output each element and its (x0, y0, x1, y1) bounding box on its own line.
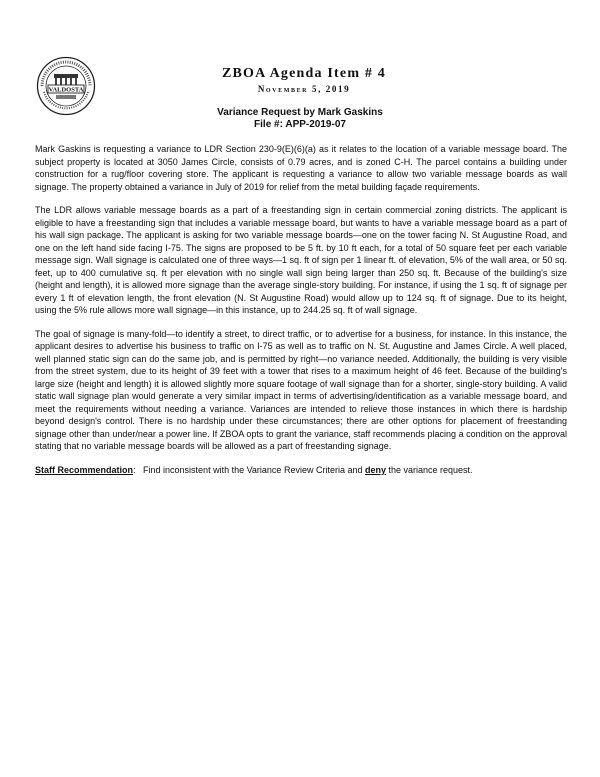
recommendation-text-after: the variance request. (386, 464, 473, 475)
file-number: File #: APP-2019-07 (254, 119, 346, 130)
agenda-date: November 5, 2019 (257, 84, 351, 94)
agenda-title: ZBOA Agenda Item # 4 (221, 66, 386, 81)
recommendation-deny: deny (364, 464, 386, 475)
staff-recommendation (35, 464, 567, 477)
paragraph-2: The LDR allows variable message boards as a part of a freestanding sign in certain commercial zoning districts. The applicant is eligible to have a freestanding sign that includes a variable message board, but wants to have a variable message board as a part of his wall sign package. The applicant is asking for two variable message boards—one on the tower facing N. St Augustine Road, and one on the left hand side facing I-75. The signs are proposed to be 5 ft. by 10 ft each, for a total of 50 square feet per each variable message sign. Wall signage is calculated one of three ways—1 sq. ft of sign per 1 linear ft. of elevation, 5% of the wall area, or 50 sq. feet, up to 400 cumulative sq. ft per elevation with no single wall sign being larger than 250 sq. ft. Because of the building's size (height and length), it is allowed more signage than the average single-story building. For instance, if using the 1 sq. ft of signage per every 1 ft of elevation length, the front elevation (N. St Augustine Road) would allow up to 124 sq. ft of signage. Due to its height, using the 5% rule allows more wall signage—in this instance, up to 244.25 sq. ft of wall signage. (35, 205, 567, 315)
document-body (35, 143, 567, 487)
recommendation-colon: : (133, 464, 136, 475)
request-title: Variance Request by Mark Gaskins (217, 107, 383, 118)
recommendation-text-before: Find inconsistent with the Variance Review Criteria and (135, 464, 365, 475)
paragraph-1: Mark Gaskins is requesting a variance to LDR Section 230-9(E)(6)(a) as it relates to the location of a variable message board. The subject property is located at 3050 James Circle, consists of 0.79 acres, and is zoned C-H. The parcel contains a building under construction for a rug/floor covering store. The applicant is requesting a variance to allow two variable message boards as wall signage. The property obtained a variance in July of 2019 for relief from the metal building façade requirements. (35, 144, 567, 192)
request-heading (0, 107, 600, 131)
svg-text:VALDOSTA: VALDOSTA (48, 86, 84, 94)
recommendation-label: Staff Recommendation (35, 464, 134, 475)
agenda-header (0, 66, 600, 94)
paragraph-3: The goal of signage is many-fold—to identify a street, to direct traffic, or to advertise for a business, for instance. In this instance, the applicant desires to advertise his business to traffic on I-75 as well as to traffic on N. St. Augustine and James Circle. A well placed, well planned static sign can do the same job, and is permitted by right—no variance needed. Additionally, the building is very visible from the street system, due to its height of 39 feet with a tower that rises to a maximum height of 46 feet. Because of the building's large size (height and length) it is allowed slightly more square footage of wall signage than for a shorter, single-story building. A valid static wall signage plan would generate a very similar impact in terms of advertising/identification as a variable message board, and meet the requirements without needing a variance. Variances are intended to relieve those instances in which there is hardship beyond design's control. There is no hardship under these circumstances; there are other options for placement of freestanding signage other than under/near a power line. If ZBOA opts to grant the variance, staff recommends placing a condition on the approval stating that no variable message boards will be allowed as a part of freestanding signage. (35, 328, 567, 451)
